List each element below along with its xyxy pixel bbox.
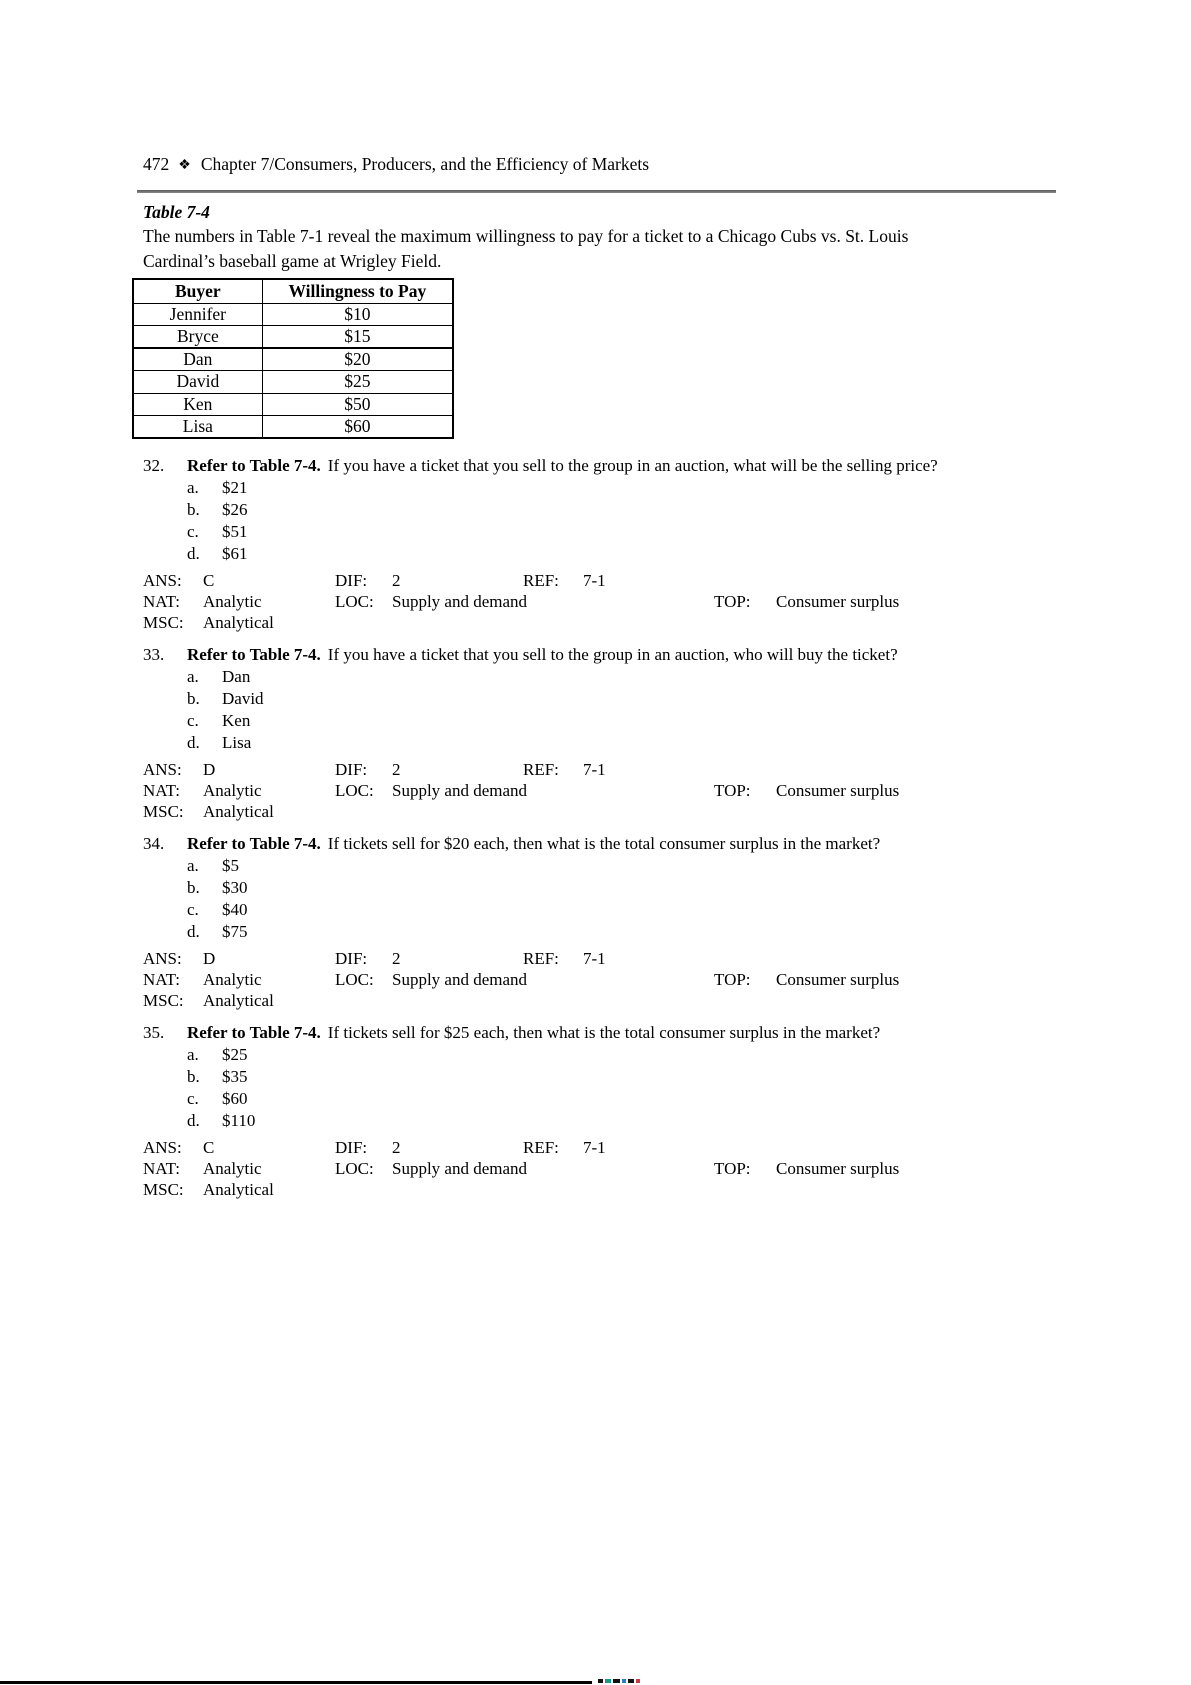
msc-label: MSC: bbox=[143, 991, 184, 1010]
header-rule bbox=[137, 190, 1056, 193]
table-cell: David bbox=[133, 371, 262, 394]
top-value: Consumer surplus bbox=[776, 781, 900, 800]
ref-label: REF: bbox=[523, 571, 559, 590]
ans-value: C bbox=[203, 1138, 215, 1157]
loc-value: Supply and demand bbox=[392, 592, 528, 611]
option-letter: c. bbox=[187, 522, 199, 541]
loc-label: LOC: bbox=[335, 1159, 374, 1178]
table-cell: $15 bbox=[262, 326, 453, 349]
msc-value: Analytical bbox=[203, 1180, 274, 1199]
option-letter: d. bbox=[187, 733, 200, 752]
dif-value: 2 bbox=[392, 949, 401, 968]
table-cell: Dan bbox=[133, 348, 262, 371]
table-header-cell: Buyer bbox=[133, 279, 262, 303]
question-text: Refer to Table 7-4. If you have a ticket that you sell to the group in an auction, what will be the selling price? bbox=[187, 456, 938, 475]
ref-value: 7-1 bbox=[583, 1138, 606, 1157]
loc-label: LOC: bbox=[335, 592, 374, 611]
page-header bbox=[143, 153, 1053, 178]
nat-value: Analytic bbox=[203, 1159, 262, 1178]
answer-options bbox=[187, 666, 1053, 754]
table-cell: Bryce bbox=[133, 326, 262, 349]
table-cell: $25 bbox=[262, 371, 453, 394]
msc-value: Analytical bbox=[203, 613, 274, 632]
option-text: $35 bbox=[222, 1067, 248, 1086]
dif-label: DIF: bbox=[335, 1138, 368, 1157]
answer-option bbox=[187, 855, 1053, 877]
question-metadata bbox=[143, 948, 1053, 1011]
msc-label: MSC: bbox=[143, 613, 184, 632]
nat-value: Analytic bbox=[203, 592, 262, 611]
option-text: $30 bbox=[222, 878, 248, 897]
ref-label: REF: bbox=[523, 760, 559, 779]
page-edge-line bbox=[0, 1681, 592, 1684]
option-text: Ken bbox=[222, 711, 251, 730]
ans-label: ANS: bbox=[143, 1138, 182, 1157]
ans-value: D bbox=[203, 949, 216, 968]
table-header-cell: Willingness to Pay bbox=[262, 279, 453, 303]
question-number: 32. bbox=[143, 456, 165, 475]
question-metadata bbox=[143, 759, 1053, 822]
top-value: Consumer surplus bbox=[776, 1159, 900, 1178]
option-text: $21 bbox=[222, 478, 248, 497]
table-cell: $50 bbox=[262, 393, 453, 416]
question-number: 35. bbox=[143, 1023, 165, 1042]
answer-option bbox=[187, 877, 1053, 899]
question-text: Refer to Table 7-4. If you have a ticket that you sell to the group in an auction, who will buy the ticket? bbox=[187, 645, 898, 664]
loc-value: Supply and demand bbox=[392, 781, 528, 800]
page-content bbox=[143, 153, 1053, 1200]
table-row bbox=[133, 348, 453, 371]
table-row bbox=[133, 416, 453, 439]
option-text: $5 bbox=[222, 856, 239, 875]
answer-option bbox=[187, 666, 1053, 688]
table-row bbox=[133, 303, 453, 326]
question-block bbox=[143, 832, 1053, 1011]
msc-label: MSC: bbox=[143, 802, 184, 821]
top-value: Consumer surplus bbox=[776, 592, 900, 611]
ans-value: D bbox=[203, 760, 216, 779]
question-text: Refer to Table 7-4. If tickets sell for $25 each, then what is the total consumer surplus in the market? bbox=[187, 1023, 881, 1042]
question-ref-prefix: Refer to Table 7-4. bbox=[187, 456, 321, 475]
table-description: The numbers in Table 7-1 reveal the maximum willingness to pay for a ticket to a Chicago Cubs vs. St. Louis Cardinal’s baseball game at Wrigley Field. bbox=[143, 226, 909, 271]
top-label: TOP: bbox=[714, 1159, 751, 1178]
table-row bbox=[133, 393, 453, 416]
table-cell: $10 bbox=[262, 303, 453, 326]
question-block bbox=[143, 1021, 1053, 1200]
ref-value: 7-1 bbox=[583, 571, 606, 590]
table-cell: Lisa bbox=[133, 416, 262, 439]
option-letter: c. bbox=[187, 711, 199, 730]
answer-option bbox=[187, 688, 1053, 710]
question-list bbox=[143, 454, 1053, 1200]
option-letter: d. bbox=[187, 922, 200, 941]
option-text: $25 bbox=[222, 1045, 248, 1064]
dif-value: 2 bbox=[392, 760, 401, 779]
diamond-icon: ❖ bbox=[178, 158, 191, 173]
nat-label: NAT: bbox=[143, 970, 180, 989]
nat-value: Analytic bbox=[203, 970, 262, 989]
top-label: TOP: bbox=[714, 781, 751, 800]
question-number: 33. bbox=[143, 645, 165, 664]
ref-label: REF: bbox=[523, 1138, 559, 1157]
dif-label: DIF: bbox=[335, 949, 368, 968]
table-cell: $60 bbox=[262, 416, 453, 439]
question-ref-prefix: Refer to Table 7-4. bbox=[187, 1023, 321, 1042]
answer-option bbox=[187, 710, 1053, 732]
answer-option bbox=[187, 921, 1053, 943]
table-cell: $20 bbox=[262, 348, 453, 371]
question-number: 34. bbox=[143, 834, 165, 853]
option-letter: a. bbox=[187, 478, 199, 497]
option-text: Lisa bbox=[222, 733, 252, 752]
answer-option bbox=[187, 732, 1053, 754]
table-row bbox=[133, 371, 453, 394]
top-label: TOP: bbox=[714, 970, 751, 989]
option-text: $60 bbox=[222, 1089, 248, 1108]
dif-value: 2 bbox=[392, 571, 401, 590]
answer-options bbox=[187, 477, 1053, 565]
option-text: $40 bbox=[222, 900, 248, 919]
option-text: $110 bbox=[222, 1111, 256, 1130]
answer-option bbox=[187, 521, 1053, 543]
ans-label: ANS: bbox=[143, 571, 182, 590]
loc-value: Supply and demand bbox=[392, 970, 528, 989]
table-header-row bbox=[133, 279, 453, 303]
ref-value: 7-1 bbox=[583, 760, 606, 779]
table-cell: Ken bbox=[133, 393, 262, 416]
ans-label: ANS: bbox=[143, 949, 182, 968]
option-letter: a. bbox=[187, 667, 199, 686]
top-value: Consumer surplus bbox=[776, 970, 900, 989]
option-letter: d. bbox=[187, 1111, 200, 1130]
option-letter: a. bbox=[187, 856, 199, 875]
table-row bbox=[133, 326, 453, 349]
question-block bbox=[143, 643, 1053, 822]
nat-value: Analytic bbox=[203, 781, 262, 800]
page-number: 472 bbox=[143, 154, 170, 174]
option-letter: c. bbox=[187, 1089, 199, 1108]
msc-value: Analytical bbox=[203, 991, 274, 1010]
answer-option bbox=[187, 1066, 1053, 1088]
top-label: TOP: bbox=[714, 592, 751, 611]
option-letter: d. bbox=[187, 544, 200, 563]
option-text: $51 bbox=[222, 522, 248, 541]
nat-label: NAT: bbox=[143, 592, 180, 611]
nat-label: NAT: bbox=[143, 781, 180, 800]
chapter-title: Chapter 7/Consumers, Producers, and the Efficiency of Markets bbox=[200, 154, 650, 174]
option-letter: a. bbox=[187, 1045, 199, 1064]
answer-option bbox=[187, 899, 1053, 921]
question-text: Refer to Table 7-4. If tickets sell for $20 each, then what is the total consumer surplus in the market? bbox=[187, 834, 881, 853]
willingness-to-pay-table bbox=[132, 278, 454, 439]
msc-label: MSC: bbox=[143, 1180, 184, 1199]
question-block bbox=[143, 454, 1053, 633]
question-ref-prefix: Refer to Table 7-4. bbox=[187, 645, 321, 664]
question-ref-prefix: Refer to Table 7-4. bbox=[187, 834, 321, 853]
option-letter: b. bbox=[187, 878, 200, 897]
page-edge-scan-artifact bbox=[598, 1679, 642, 1684]
question-metadata bbox=[143, 1137, 1053, 1200]
option-text: $61 bbox=[222, 544, 248, 563]
option-text: David bbox=[222, 689, 264, 708]
option-letter: b. bbox=[187, 689, 200, 708]
answer-option bbox=[187, 477, 1053, 499]
answer-option bbox=[187, 1110, 1053, 1132]
dif-value: 2 bbox=[392, 1138, 401, 1157]
option-letter: b. bbox=[187, 500, 200, 519]
answer-options bbox=[187, 855, 1053, 943]
option-text: Dan bbox=[222, 667, 251, 686]
ans-value: C bbox=[203, 571, 215, 590]
answer-option bbox=[187, 1088, 1053, 1110]
option-letter: b. bbox=[187, 1067, 200, 1086]
ans-label: ANS: bbox=[143, 760, 182, 779]
question-metadata bbox=[143, 570, 1053, 633]
table-label: Table 7-4 bbox=[143, 202, 210, 222]
option-letter: c. bbox=[187, 900, 199, 919]
loc-label: LOC: bbox=[335, 781, 374, 800]
answer-option bbox=[187, 499, 1053, 521]
table-cell: Jennifer bbox=[133, 303, 262, 326]
dif-label: DIF: bbox=[335, 760, 368, 779]
answer-option bbox=[187, 543, 1053, 565]
msc-value: Analytical bbox=[203, 802, 274, 821]
option-text: $26 bbox=[222, 500, 248, 519]
ref-label: REF: bbox=[523, 949, 559, 968]
answer-options bbox=[187, 1044, 1053, 1132]
answer-option bbox=[187, 1044, 1053, 1066]
nat-label: NAT: bbox=[143, 1159, 180, 1178]
dif-label: DIF: bbox=[335, 571, 368, 590]
option-text: $75 bbox=[222, 922, 248, 941]
loc-label: LOC: bbox=[335, 970, 374, 989]
loc-value: Supply and demand bbox=[392, 1159, 528, 1178]
ref-value: 7-1 bbox=[583, 949, 606, 968]
